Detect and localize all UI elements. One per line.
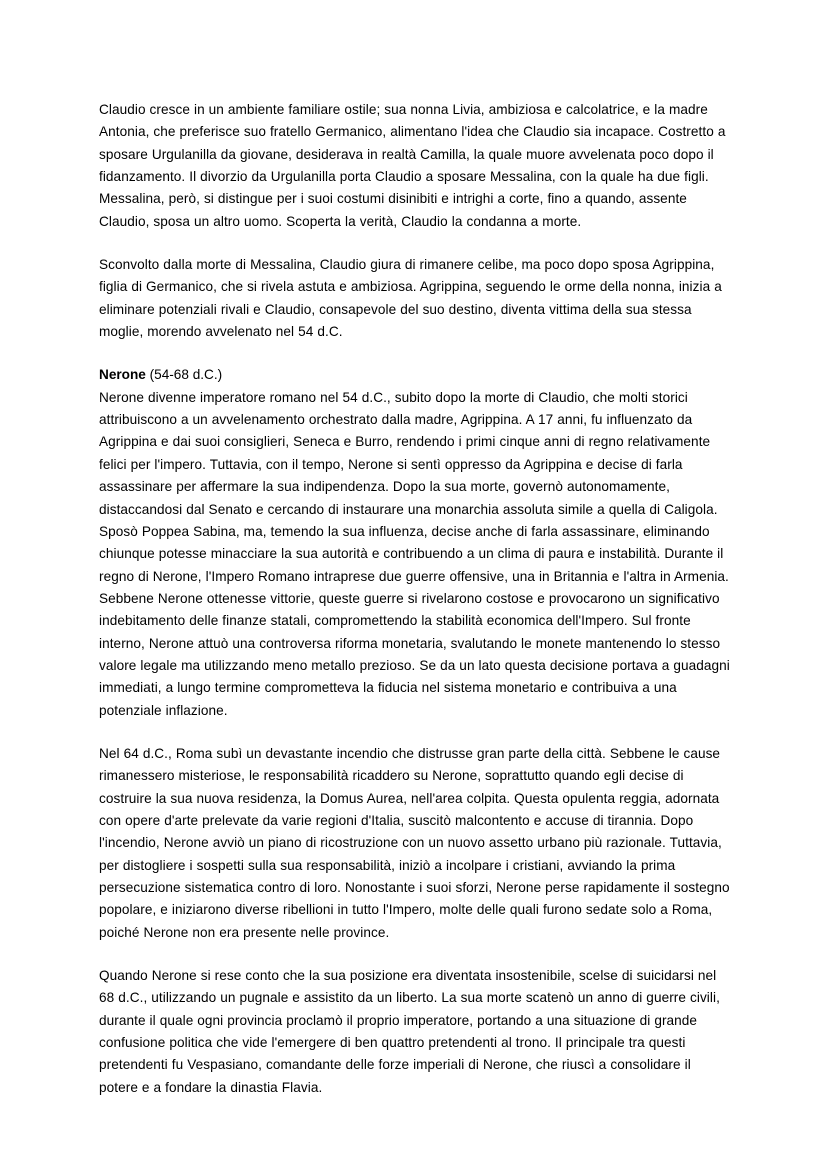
paragraph-nerone-incendio: Nel 64 d.C., Roma subì un devastante incendio che distrusse gran parte della città. Sebbene le cause rimanessero misteriose, le responsabilità ricaddero su Nerone, soprattutto quando egli decise di costruire la sua nuova residenza, la Domus Aurea, nell'area colpita. Questa opulenta reggia, adornata con opere d'arte prelevate da varie regioni d'Italia, suscitò malcontento e accuse di tirannia. Dopo l'incendio, Nerone avviò un piano di ricostruzione con un nuovo assetto urbano più razionale. Tuttavia, per distogliere i sospetti sulla sua responsabilità, iniziò a incolpare i cristiani, avviando la prima persecuzione sistematica contro di loro. Nonostante i suoi sforzi, Nerone perse rapidamente il sostegno popolare, e iniziarono diverse ribellioni in tutto l'Impero, molte delle quali furono sedate solo a Roma, poiché Nerone non era presente nelle province. — [99, 745, 730, 940]
section-heading-title: Nerone — [99, 367, 146, 383]
section-heading-dates-value: (54-68 d.C.) — [149, 367, 223, 383]
paragraph-claudio-family: Claudio cresce in un ambiente familiare ostile; sua nonna Livia, ambiziosa e calcolatrice, e la madre Antonia, che preferisce suo fratello Germanico, alimentano l'idea che Claudio sia incapace. Costretto a sposare Urgulanilla da giovane, desiderava in realtà Camilla, la quale muore avvelenata poco dopo il fidanzamento. Il divorzio da Urgulanilla porta Claudio a sposare Messalina, con la quale ha due figli. Messalina, però, si distingue per i suoi costumi disinibiti e intrighi a corte, fino a quando, assente Claudio, sposa un altro uomo. Scoperta la verità, Claudio la condanna a morte. — [99, 102, 726, 229]
paragraph-claudio-agrippina: Sconvolto dalla morte di Messalina, Claudio giura di rimanere celibe, ma poco dopo sposa Agrippina, figlia di Germanico, che si rivela astuta e ambiziosa. Agrippina, seguendo le orme della nonna, inizia a eliminare potenziali rivali e Claudio, consapevole del suo destino, diventa vittima della sua stessa moglie, morendo avvelenato nel 54 d.C. — [99, 257, 722, 340]
paragraph-nerone-morte: Quando Nerone si rese conto che la sua posizione era diventata insostenibile, scelse di suicidarsi nel 68 d.C., utilizzando un pugnale e assistito da un liberto. La sua morte scatenò un anno di guerre civili, durante il quale ogni provincia proclamò il proprio imperatore, portando a una situazione di grande confusione politica che vide l'emergere di ben quattro pretendenti al trono. Il principale tra questi pretendenti fu Vespasiano, comandante delle forze imperiali di Nerone, che riuscì a consolidare il potere e a fondare la dinastia Flavia. — [99, 968, 720, 1095]
document-text-body — [99, 99, 733, 1099]
section-heading-nerone — [99, 364, 733, 386]
paragraph-nerone-ascesa: Nerone divenne imperatore romano nel 54 d.C., subito dopo la morte di Claudio, che molti storici attribuiscono a un avvelenamento orchestrato dalla madre, Agrippina. A 17 anni, fu influenzato da Agrippina e dai suoi consiglieri, Seneca e Burro, rendendo i primi cinque anni di regno relativamente felici per l'impero. Tuttavia, con il tempo, Nerone si sentì oppresso da Agrippina e decise di farla assassinare per affermare la sua indipendenza. Dopo la sua morte, governò autonomamente, distaccandosi dal Senato e cercando di instaurare una monarchia assoluta simile a quella di Caligola. Sposò Poppea Sabina, ma, temendo la sua influenza, decise anche di farla assassinare, eliminando chiunque potesse minacciare la sua autorità e contribuendo a un clima di paura e instabilità. Durante il regno di Nerone, l'Impero Romano intraprese due guerre offensive, una in Britannia e l'altra in Armenia. Sebbene Nerone ottenesse vittorie, queste guerre si rivelarono costose e provocarono un significativo indebitamento delle finanze statali, compromettendo la stabilità economica dell'Impero. Sul fronte interno, Nerone attuò una controversa riforma monetaria, svalutando le monete mantenendo lo stesso valore legale ma utilizzando meno metallo prezioso. Se da un lato questa decisione portava a guadagni immediati, a lungo termine comprometteva la fiducia nel sistema monetario e contribuiva a una potenziale inflazione. — [99, 389, 730, 718]
section-nerone — [99, 364, 733, 722]
